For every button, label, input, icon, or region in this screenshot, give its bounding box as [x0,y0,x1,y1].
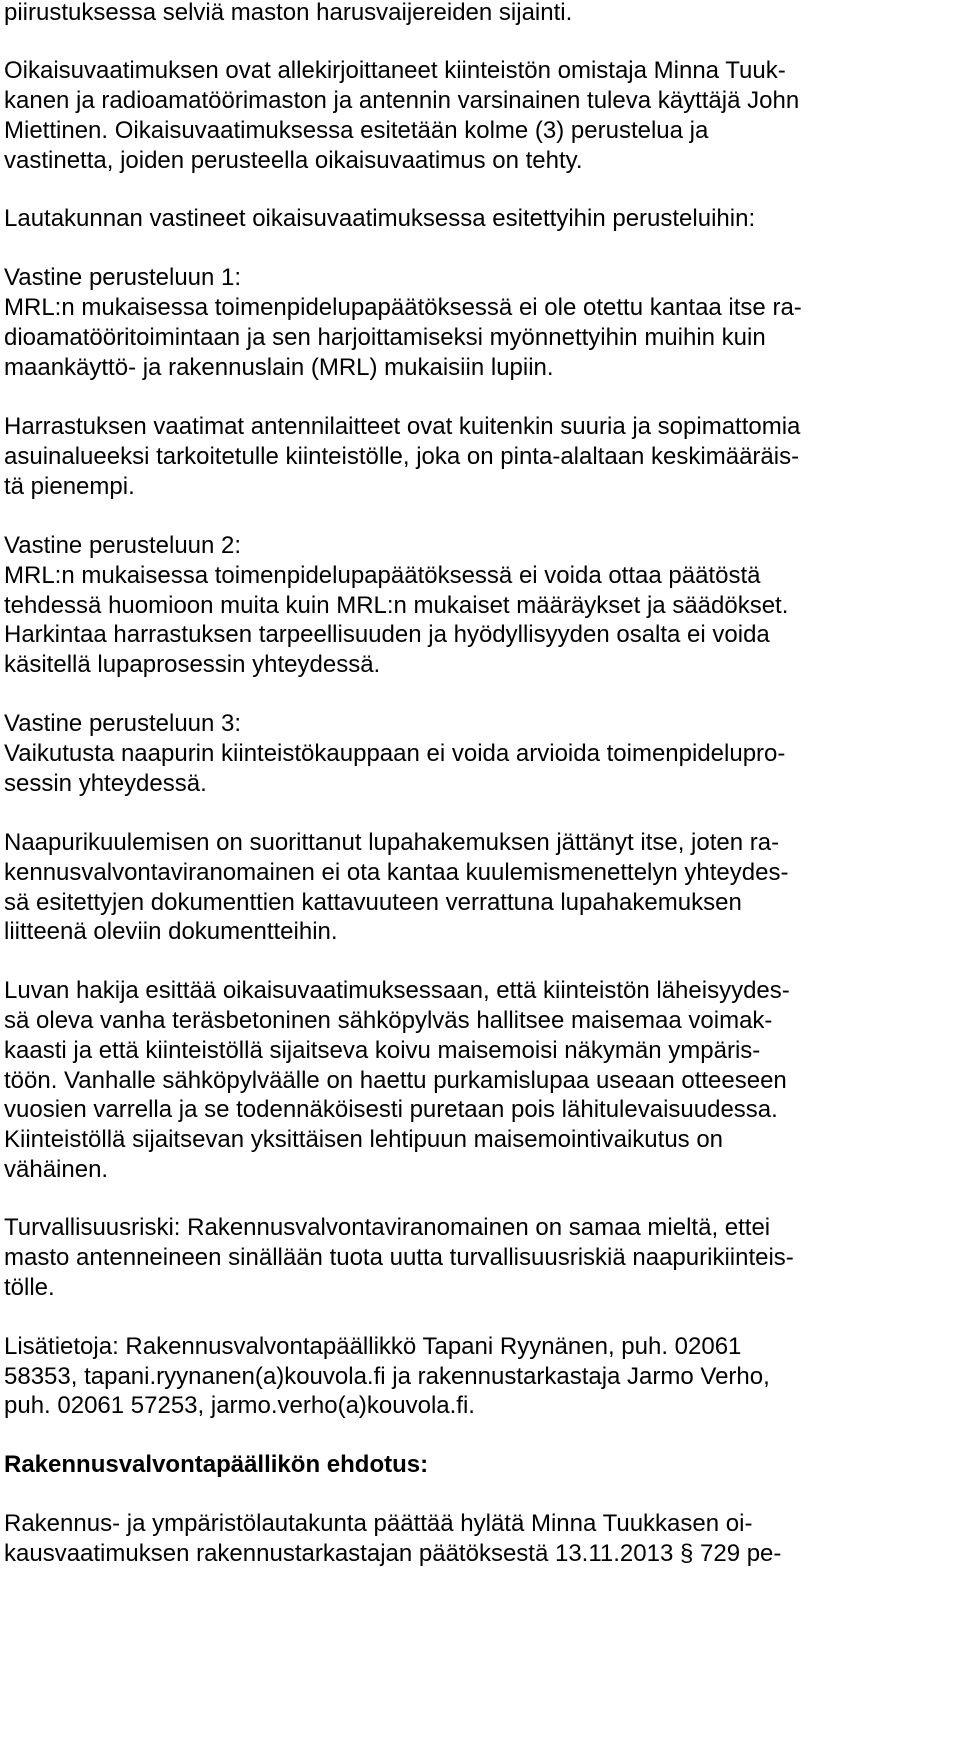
text-line: kanen ja radioamatöörimaston ja antennin varsinainen tuleva käyttäjä John [4,87,800,114]
text-line: Lisätietoja: Rakennusvalvontapäällikkö Tapani Ryynänen, puh. 02061 [4,1333,742,1360]
text-line: dioamatööritoimintaan ja sen harjoittamiseksi myönnettyihin muihin kuin [4,324,766,351]
text-line: sä esitettyjen dokumenttien kattavuuteen verrattuna lupahakemuksen [4,889,742,916]
text-line: tehdessä huomioon muita kuin MRL:n mukaiset määräykset ja säädökset. [4,592,789,619]
text-line: käsitellä lupaprosessin yhteydessä. [4,651,381,678]
text-line: Rakennus- ja ympäristölautakunta päättää hylätä Minna Tuukkasen oi- [4,1510,753,1537]
text-line: Vaikutusta naapurin kiinteistökauppaan ei voida arvioida toimenpidelupro- [4,740,786,767]
text-line: Kiinteistöllä sijaitsevan yksittäisen lehtipuun maisemointivaikutus on [4,1126,724,1153]
text-line: Vastine perusteluun 2: [4,532,242,559]
section-heading: Rakennusvalvontapäällikön ehdotus: [4,1451,429,1478]
text-line: maankäyttö- ja rakennuslain (MRL) mukaisiin lupiin. [4,354,554,381]
text-line: Vastine perusteluun 1: [4,264,242,291]
text-line: MRL:n mukaisessa toimenpidelupapäätöksessä ei ole otettu kantaa itse ra- [4,294,802,321]
text-line: sessin yhteydessä. [4,770,207,797]
text-line: 58353, tapani.ryynanen(a)kouvola.fi ja rakennustarkastaja Jarmo Verho, [4,1363,770,1390]
text-line: liitteenä oleviin dokumentteihin. [4,918,338,945]
text-line: tölle. [4,1274,55,1301]
text-line: töön. Vanhalle sähköpylväälle on haettu purkamislupaa useaan otteeseen [4,1067,787,1094]
text-line: kaasti ja että kiinteistöllä sijaitseva koivu maisemoisi näkymän ympäris- [4,1037,761,1064]
text-line: Miettinen. Oikaisuvaatimuksessa esitetään kolme (3) perustelua ja [4,117,709,144]
text-line: puh. 02061 57253, jarmo.verho(a)kouvola.fi. [4,1392,475,1419]
text-line: Vastine perusteluun 3: [4,710,242,737]
text-line: kennusvalvontaviranomainen ei ota kantaa kuulemismenettelyn yhteydes- [4,859,789,886]
text-line: Turvallisuusriski: Rakennusvalvontaviranomainen on samaa mieltä, ettei [4,1214,771,1241]
text-line: Luvan hakija esittää oikaisuvaatimuksessaan, että kiinteistön läheisyydes- [4,977,790,1004]
text-line: Oikaisuvaatimuksen ovat allekirjoittaneet kiinteistön omistaja Minna Tuuk- [4,57,786,84]
text-line: vastinetta, joiden perusteella oikaisuvaatimus on tehty. [4,147,583,174]
text-line: Lautakunnan vastineet oikaisuvaatimuksessa esitettyihin perusteluihin: [4,205,756,232]
text-line: Naapurikuulemisen on suorittanut lupahakemuksen jättänyt itse, joten ra- [4,829,780,856]
text-line: Harkintaa harrastuksen tarpeellisuuden ja hyödyllisyyden osalta ei voida [4,621,770,648]
text-line: sä oleva vanha teräsbetoninen sähköpylväs hallitsee maisemaa voimak- [4,1007,773,1034]
text-line: masto antenneineen sinällään tuota uutta turvallisuusriskiä naapurikiinteis- [4,1244,794,1271]
text-line: MRL:n mukaisessa toimenpidelupapäätöksessä ei voida ottaa päätöstä [4,562,761,589]
text-line: asuinalueeksi tarkoitetulle kiinteistölle, joka on pinta-alaltaan keskimääräis- [4,443,800,470]
text-line: kausvaatimuksen rakennustarkastajan päätöksestä 13.11.2013 § 729 pe- [4,1540,782,1567]
text-line: tä pienempi. [4,473,135,500]
text-line: vähäinen. [4,1156,109,1183]
text-line: piirustuksessa selviä maston harusvaijereiden sijainti. [4,0,573,26]
text-line: Harrastuksen vaatimat antennilaitteet ovat kuitenkin suuria ja sopimattomia [4,413,801,440]
text-line: vuosien varrella ja se todennäköisesti puretaan pois lähitulevaisuudessa. [4,1096,778,1123]
